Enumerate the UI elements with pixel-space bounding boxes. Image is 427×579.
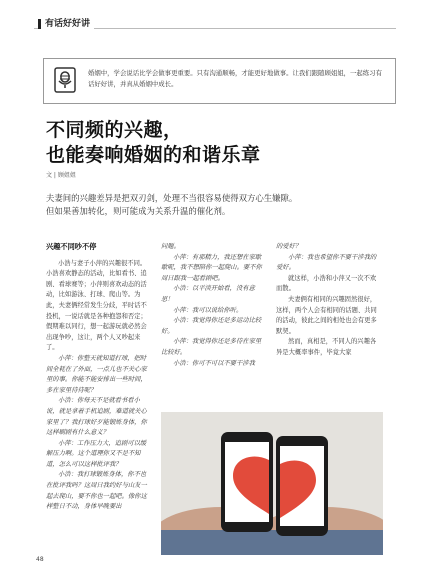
- lead-line-2: 但如果善加转化，则可能成为关系升温的催化剂。: [46, 206, 231, 216]
- lead-paragraph: [46, 192, 376, 218]
- microphone-icon: [54, 67, 76, 93]
- dialog-paragraph: 小萍：我觉得你还是多待在家里比较好。: [161, 338, 262, 356]
- paragraph: 小浩与妻子小萍的兴趣很不同。小浩喜欢静态的活动，比如看书、追剧、看球赛等；小萍则喜欢动态的活动，比如游泳、打球、爬山等。为此，夫妻俩经常发生分歧，平时话不投机，一说话就是各种抱怨和否定；假期难以同行，想一起游玩就必然会出现争吵，这让，两个人又吵起来了。: [46, 259, 147, 352]
- title-line-2: 也能奏响婚姻的和谐乐章: [46, 144, 261, 166]
- dialog-paragraph: 小萍：工作压力大，追剧可以缓解压力啊。这个道理你又不是不知道，怎么可以这样批评我？: [46, 439, 147, 468]
- column-3: [276, 242, 380, 359]
- section-subheading: 兴趣不同吵不停: [46, 242, 97, 251]
- column-1: [46, 242, 148, 513]
- article-photo: [161, 412, 383, 555]
- dialog-paragraph: 小萍：你整天就知道打球，把时间全耗在了外面，一点儿也不关心家里的事。你能不能安排出一些时间，多在家里待待呢？: [46, 354, 147, 394]
- paragraph: 夫妻俩有相同的兴趣固然很好，这样，两个人会有相同的话题、共同的活动，彼此之间的相处也会有更多默契。: [276, 295, 377, 335]
- right-phone-icon: [276, 436, 328, 536]
- dialog-paragraph: 的爱好？: [276, 243, 302, 250]
- left-phone-icon: [221, 432, 273, 532]
- dialog-paragraph: 小浩：你每天不是就看书看小说，就是拿着手机追剧，难道就关心家里了？我打球好歹能锻炼身体，你这样刷剧有什么意义？: [46, 397, 147, 437]
- intro-text: 婚姻中，学会说话比学会做事更重要。只有沟通顺畅，才能更好地做事。让我们跟随顾姐姐，一起练习有话好好讲，并真从婚姻中成长。: [88, 69, 382, 88]
- dialog-paragraph: 小浩：我觉得你还是多运动比较好。: [161, 317, 262, 335]
- dialog-paragraph: 问题。: [161, 243, 180, 250]
- dialog-paragraph: 小萍：我可以说给你听。: [173, 306, 243, 314]
- lead-line-1: 夫妻间的兴趣差异是把双刃剑，处理不当很容易使得双方心生嫌隙。: [46, 193, 298, 203]
- dialog-paragraph: 小萍：有那精力，我还想在家歇歇呢，我不想陪你一起爬山。要不你周日跟我一起看剧吧。: [161, 253, 262, 282]
- article-title: [46, 118, 261, 168]
- paragraph: 然而，真相是，不同人的兴趣各异是大概率事件，毕竟大家: [276, 338, 377, 356]
- dialog-paragraph: 小浩：以平淡开始看，没有意思！: [161, 285, 255, 303]
- paragraph: 就这样，小浩和小萍又一次不欢而散。: [276, 274, 377, 293]
- intro-box: [43, 58, 396, 104]
- author-byline: 文 | 顾姐姐: [46, 172, 76, 179]
- title-line-1: 不同频的兴趣，: [46, 119, 183, 141]
- column-2: [161, 242, 263, 369]
- dialog-paragraph: 小浩：你可不可以不要干涉我: [173, 359, 255, 367]
- dialog-paragraph: 小浩：我打球锻炼身体，你不也在批评我吗？这周日我约好与山友一起去爬山，要不你也一起吧。像你这样整日不动，身体早晚要出: [46, 471, 147, 511]
- dialog-paragraph: 小萍：我也希望你不要干涉我的爱好。: [276, 253, 377, 272]
- section-tag: 有话好好讲: [38, 19, 94, 29]
- page-number: 48: [36, 556, 44, 563]
